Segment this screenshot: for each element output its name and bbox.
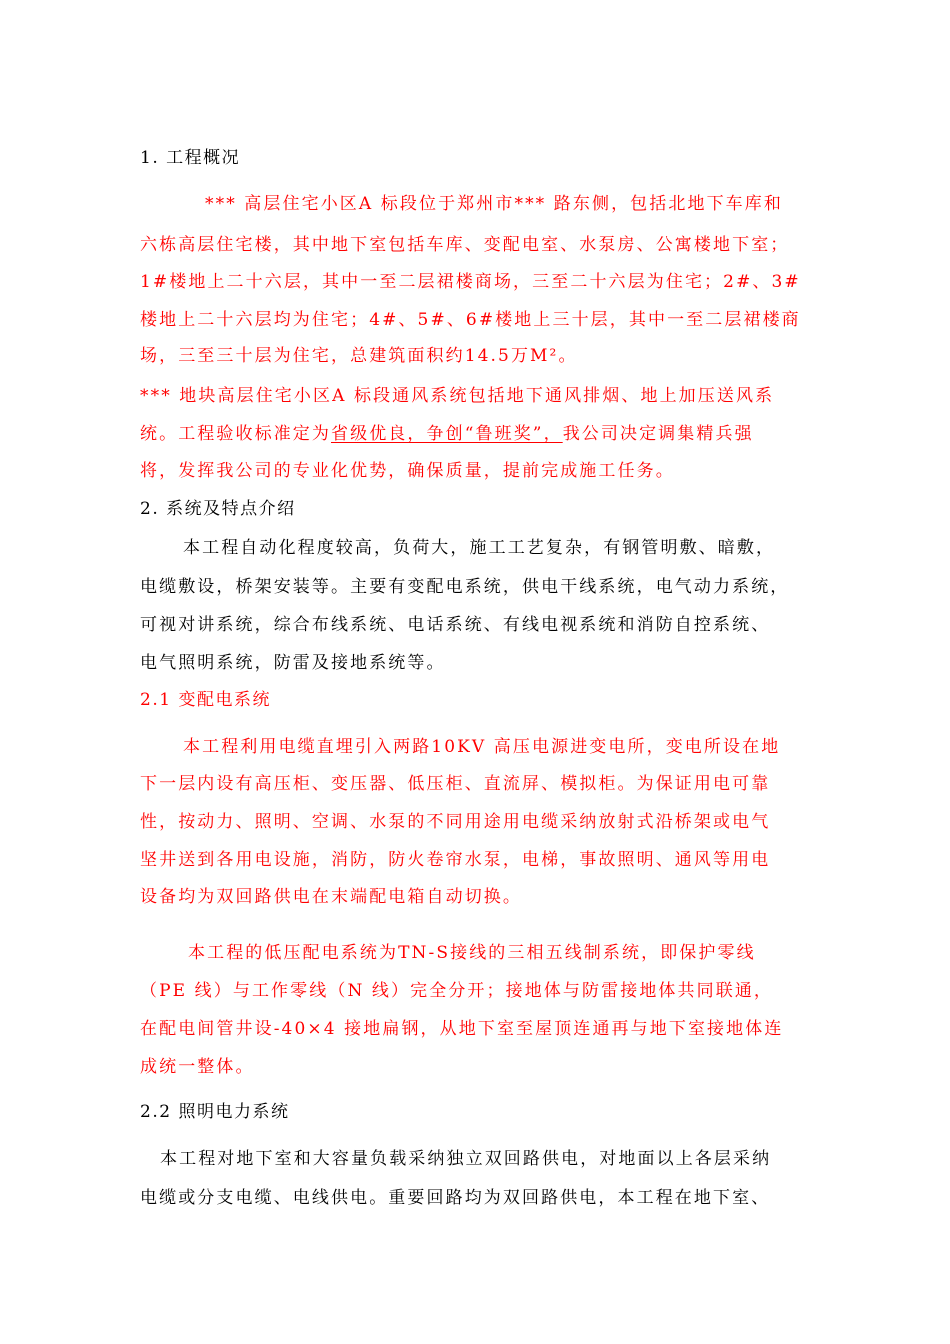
low-voltage-line-1: 本工程的低压配电系统为TN-S接线的三相五线制系统，即保护零线	[188, 943, 756, 963]
system-line-1: 本工程自动化程度较高，负荷大，施工工艺复杂，有钢管明敷、暗敷，	[183, 538, 776, 558]
substation-line-3: 性，按动力、照明、空调、水泵的不同用途用电缆采纳放射式沿桥架或电气	[140, 812, 771, 832]
overview-line-1: *** 高层住宅小区A 标段位于郑州市*** 路东侧，包括北地下车库和	[205, 194, 783, 214]
low-voltage-line-4: 成统一整体。	[140, 1057, 255, 1077]
substation-line-5: 设备均为双回路供电在末端配电箱自动切换。	[140, 887, 522, 907]
substation-line-1: 本工程利用电缆直埋引入两路10KV 高压电源进变电所，变电所设在地	[183, 737, 781, 757]
acceptance-standard-lead: 统。工程验收标准定为	[140, 424, 331, 444]
overview-line-3: 1#楼地上二十六层，其中一至二层裙楼商场，三至二十六层为住宅；2#、3#	[140, 272, 801, 292]
substation-line-4: 坚井送到各用电设施，消防，防火卷帘水泵，电梯，事故照明、通风等用电	[140, 850, 771, 870]
section-2-1-heading: 2.1 变配电系统	[140, 690, 271, 710]
system-line-3: 可视对讲系统，综合布线系统、电话系统、有线电视系统和消防自控系统、	[140, 615, 771, 635]
low-voltage-line-2: （PE 线）与工作零线（N 线）完全分开；接地体与防雷接地体共同联通，	[140, 981, 774, 1001]
overview-line-4: 楼地上二十六层均为住宅；4#、5#、6#楼地上三十层，其中一至二层裙楼商	[140, 310, 801, 330]
lighting-power-line-1: 本工程对地下室和大容量负载采纳独立双回路供电，对地面以上各层采纳	[160, 1149, 772, 1169]
ventilation-line-2	[140, 422, 860, 446]
ventilation-line-3: 将，发挥我公司的专业化优势，确保质量，提前完成施工任务。	[140, 461, 675, 481]
section-2-heading: 2. 系统及特点介绍	[140, 499, 296, 519]
substation-line-2: 下一层内设有高压柜、变压器、低压柜、直流屏、模拟柜。为保证用电可靠	[140, 774, 771, 794]
overview-line-2: 六栋高层住宅楼，其中地下室包括车库、变配电室、水泵房、公寓楼地下室；	[140, 235, 790, 255]
system-line-2: 电缆敷设，桥架安装等。主要有变配电系统，供电干线系统，电气动力系统，	[140, 577, 790, 597]
section-1-heading: 1. 工程概况	[140, 148, 241, 168]
section-2-2-heading: 2.2 照明电力系统	[140, 1102, 290, 1122]
lighting-power-line-2: 电缆或分支电缆、电线供电。重要回路均为双回路供电，本工程在地下室、	[140, 1188, 771, 1208]
system-line-4: 电气照明系统，防雷及接地系统等。	[140, 653, 446, 673]
acceptance-standard-underlined: 省级优良，争创“鲁班奖”，	[331, 424, 563, 444]
acceptance-standard-tail: 我公司决定调集精兵强	[562, 424, 754, 444]
ventilation-line-1: *** 地块高层住宅小区A 标段通风系统包括地下通风排烟、地上加压送风系	[140, 386, 775, 406]
low-voltage-line-3: 在配电间管井设-40×4 接地扁钢，从地下室至屋顶连通再与地下室接地体连	[140, 1019, 784, 1039]
overview-line-5: 场，三至三十层为住宅，总建筑面积约14.5万M²。	[140, 346, 578, 366]
